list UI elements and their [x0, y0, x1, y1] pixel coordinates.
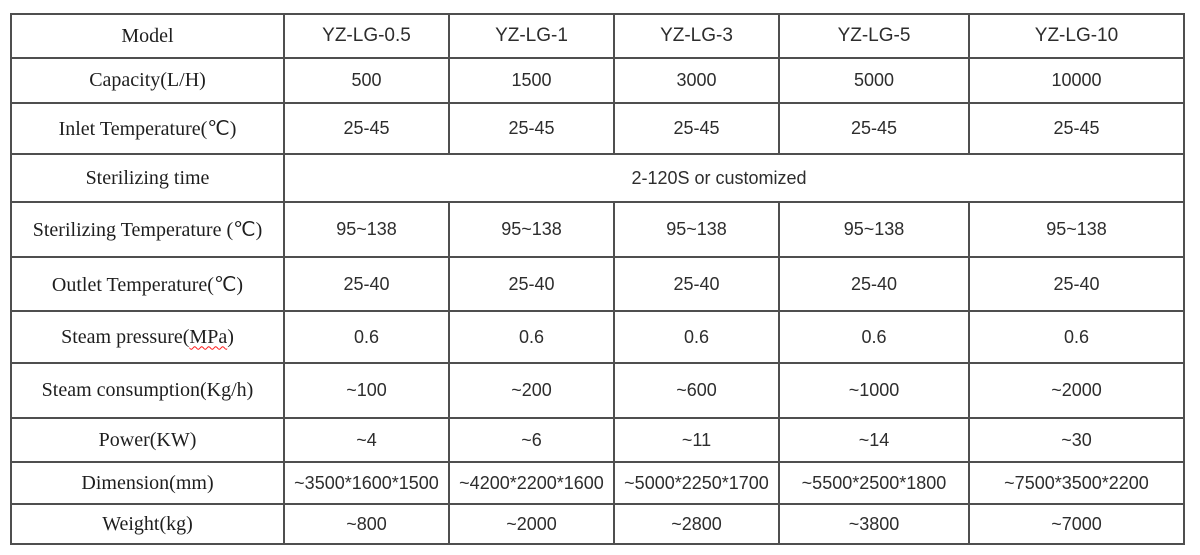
row-label-capacity: Capacity(L/H): [11, 58, 284, 103]
spec-cell: 0.6: [614, 311, 779, 363]
table-row-sterilizing-time: [11, 154, 1184, 202]
table-row-power: [11, 418, 1184, 462]
spec-cell: ~3800: [779, 504, 969, 544]
spec-cell: ~6: [449, 418, 614, 462]
model-cell: YZ-LG-3: [614, 14, 779, 58]
spec-cell: 25-40: [614, 257, 779, 311]
table-row-sterilizing-temperature: [11, 202, 1184, 257]
model-cell: YZ-LG-0.5: [284, 14, 449, 58]
row-label-steam-pressure: [11, 311, 284, 363]
row-label-dimension: Dimension(mm): [11, 462, 284, 504]
spec-cell: 25-40: [969, 257, 1184, 311]
spec-cell: 0.6: [284, 311, 449, 363]
model-cell: YZ-LG-1: [449, 14, 614, 58]
spec-cell: ~1000: [779, 363, 969, 418]
spec-cell: ~7500*3500*2200: [969, 462, 1184, 504]
spec-cell: ~3500*1600*1500: [284, 462, 449, 504]
spec-cell: 1500: [449, 58, 614, 103]
table-row-outlet-temperature: [11, 257, 1184, 311]
merged-sterilizing-time-cell: [284, 154, 1184, 202]
spec-cell: 25-45: [779, 103, 969, 154]
row-label-weight: Weight(kg): [11, 504, 284, 544]
table-row-steam-pressure: [11, 311, 1184, 363]
row-label-sterilizing-temperature: Sterilizing Temperature (℃): [11, 202, 284, 257]
table-row-weight: [11, 504, 1184, 544]
spec-cell: 95~138: [614, 202, 779, 257]
spec-cell: 25-45: [614, 103, 779, 154]
spec-cell: ~600: [614, 363, 779, 418]
row-label-sterilizing-time: Sterilizing time: [11, 154, 284, 202]
spec-cell: ~11: [614, 418, 779, 462]
table-row-capacity: [11, 58, 1184, 103]
spec-cell: ~2000: [969, 363, 1184, 418]
row-label-inlet-temperature: Inlet Temperature(℃): [11, 103, 284, 154]
spec-cell: 25-45: [969, 103, 1184, 154]
spec-cell: ~200: [449, 363, 614, 418]
row-label-steam-consumption: Steam consumption(Kg/h): [11, 363, 284, 418]
spec-cell: ~800: [284, 504, 449, 544]
spec-cell: 25-40: [284, 257, 449, 311]
spec-cell: ~30: [969, 418, 1184, 462]
spec-cell: ~2000: [449, 504, 614, 544]
spec-cell: ~7000: [969, 504, 1184, 544]
spec-cell: ~4200*2200*1600: [449, 462, 614, 504]
spec-cell: ~4: [284, 418, 449, 462]
spec-cell: 0.6: [779, 311, 969, 363]
label-text: Steam pressure(: [61, 325, 190, 348]
spec-cell: 95~138: [779, 202, 969, 257]
spec-cell: ~14: [779, 418, 969, 462]
spec-cell: 3000: [614, 58, 779, 103]
spec-cell: 95~138: [969, 202, 1184, 257]
spec-cell: 5000: [779, 58, 969, 103]
table-row-steam-consumption: [11, 363, 1184, 418]
spec-cell: 95~138: [449, 202, 614, 257]
label-text: ): [227, 325, 234, 348]
row-label-outlet-temperature: Outlet Temperature(℃): [11, 257, 284, 311]
spec-cell: 25-40: [779, 257, 969, 311]
table-row-inlet-temperature: [11, 103, 1184, 154]
spec-cell: 25-45: [284, 103, 449, 154]
spec-cell: ~2800: [614, 504, 779, 544]
model-cell: YZ-LG-5: [779, 14, 969, 58]
spec-cell: ~5000*2250*1700: [614, 462, 779, 504]
spec-cell: 10000: [969, 58, 1184, 103]
sterilizing-time-value: 2-120S or customized: [631, 167, 807, 188]
spec-cell: ~5500*2500*1800: [779, 462, 969, 504]
table-row-dimension: [11, 462, 1184, 504]
row-label-model: Model: [11, 14, 284, 58]
spec-cell: ~100: [284, 363, 449, 418]
table-row-model: [11, 14, 1184, 58]
spec-cell: 25-45: [449, 103, 614, 154]
spec-cell: 0.6: [969, 311, 1184, 363]
spec-cell: 95~138: [284, 202, 449, 257]
model-cell: YZ-LG-10: [969, 14, 1184, 58]
row-label-power: Power(KW): [11, 418, 284, 462]
spec-cell: 0.6: [449, 311, 614, 363]
spec-cell: 500: [284, 58, 449, 103]
spellcheck-underlined-text: MPa: [189, 325, 228, 348]
product-spec-table: [10, 13, 1185, 545]
spec-cell: 25-40: [449, 257, 614, 311]
